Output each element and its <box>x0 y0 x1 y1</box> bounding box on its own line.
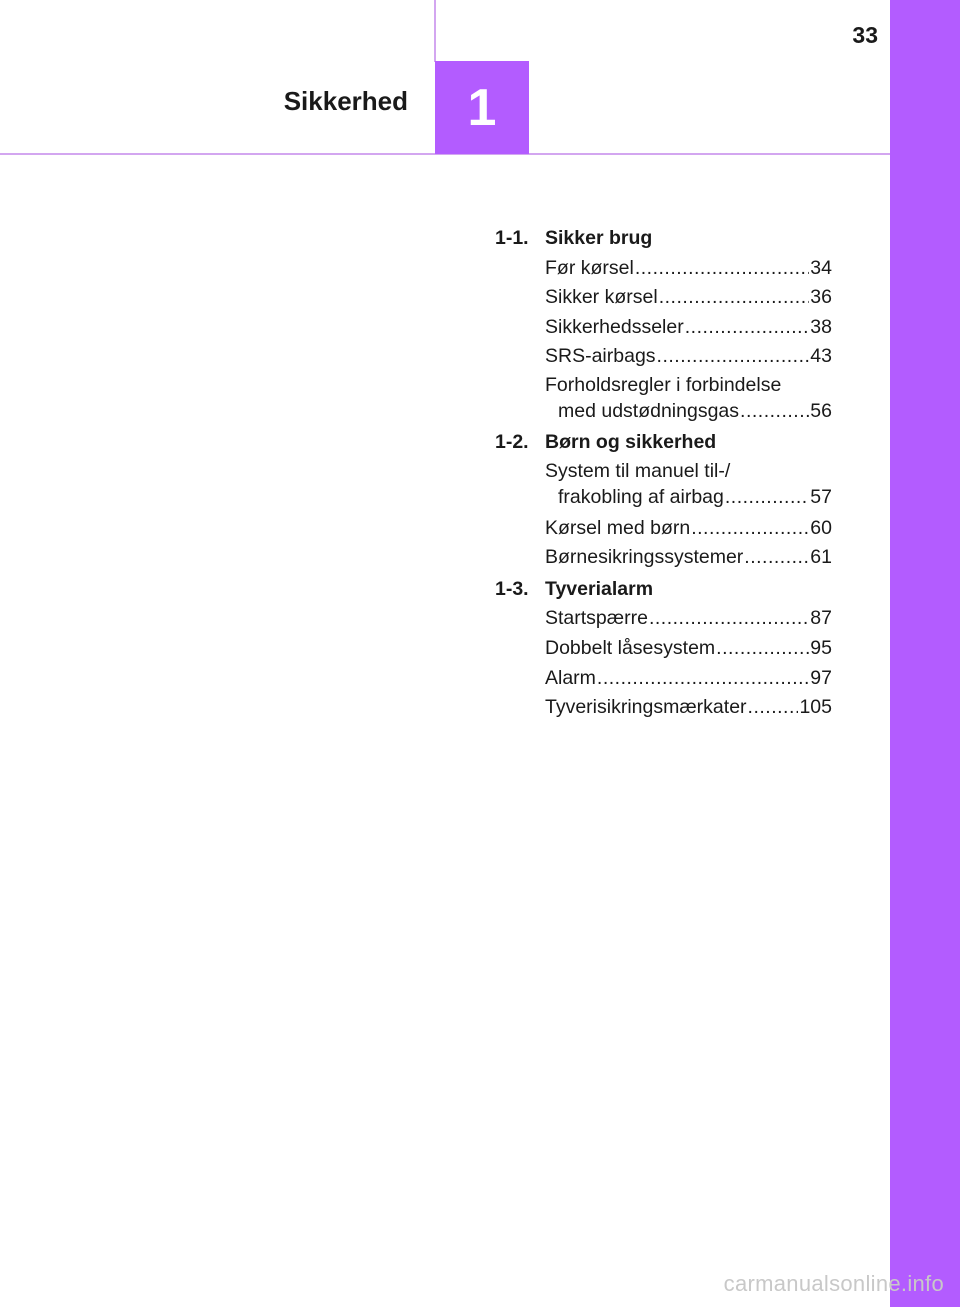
toc-entry-label: Før kørsel <box>545 256 634 279</box>
header-vertical-divider <box>434 0 436 62</box>
toc-section-heading <box>495 224 832 254</box>
toc-entry-label: Dobbelt låsesystem <box>545 636 716 659</box>
toc-entry-label-continued: frakobling af airbag <box>558 485 724 508</box>
toc-dot-leader <box>744 543 809 573</box>
toc-entry[interactable] <box>545 634 832 664</box>
toc-entry[interactable] <box>545 372 832 424</box>
site-watermark: carmanualsonline.info <box>723 1271 944 1296</box>
toc-entry[interactable] <box>545 543 832 573</box>
table-of-contents <box>495 224 832 725</box>
toc-entry[interactable] <box>545 342 832 372</box>
toc-entry-page: 38 <box>810 315 832 338</box>
toc-section-number: 1-1. <box>495 227 529 249</box>
toc-entry[interactable] <box>545 664 832 694</box>
toc-entry[interactable] <box>545 458 832 510</box>
chapter-number: 1 <box>467 78 497 137</box>
toc-entry-label: Tyverisikringsmærkater <box>545 696 747 719</box>
toc-entry-page: 61 <box>810 546 832 569</box>
toc-dot-leader <box>725 484 809 510</box>
toc-entry-page: 34 <box>810 256 832 279</box>
toc-dot-leader <box>659 283 810 313</box>
toc-section-heading <box>495 428 832 458</box>
toc-section-title: Tyverialarm <box>545 577 654 600</box>
toc-entry-label: Startspærre <box>545 607 648 630</box>
toc-dot-leader <box>691 514 809 544</box>
toc-entry[interactable] <box>545 283 832 313</box>
page-number: 33 <box>852 22 878 48</box>
chapter-title: Sikkerhed <box>283 86 408 116</box>
toc-section <box>495 224 832 424</box>
toc-entry-page: 57 <box>810 485 832 508</box>
toc-entry-page: 56 <box>810 399 832 422</box>
toc-entry-label: SRS-airbags <box>545 345 656 368</box>
toc-dot-leader <box>597 664 809 694</box>
toc-entry-label: Børnesikringssystemer <box>545 546 744 569</box>
toc-entry-page: 60 <box>810 516 832 539</box>
toc-entry-label: Alarm <box>545 666 596 689</box>
toc-entry-label: Forholdsregler i forbindelse <box>545 373 782 396</box>
toc-dot-leader <box>685 313 810 343</box>
toc-section <box>495 575 832 723</box>
toc-entry-label: System til manuel til-/ <box>545 459 731 482</box>
toc-entry-label-continued: med udstødningsgas <box>558 399 740 422</box>
chapter-side-tab <box>890 0 960 1307</box>
toc-entry-page: 105 <box>799 696 832 719</box>
toc-entry[interactable] <box>545 254 832 284</box>
toc-section-title: Sikker brug <box>545 227 653 249</box>
toc-dot-leader <box>649 604 809 634</box>
toc-entry[interactable] <box>545 514 832 544</box>
toc-entry-page: 97 <box>810 666 832 689</box>
toc-section-title: Børn og sikkerhed <box>545 430 717 453</box>
toc-entry-page: 95 <box>810 636 832 659</box>
toc-entry[interactable] <box>545 604 832 634</box>
toc-section <box>495 428 832 573</box>
toc-section-heading <box>495 575 832 605</box>
toc-entry[interactable] <box>545 313 832 343</box>
toc-section-number: 1-3. <box>495 577 529 600</box>
chapter-number-box <box>435 61 529 154</box>
toc-dot-leader <box>748 693 799 723</box>
toc-dot-leader <box>716 634 809 664</box>
toc-section-number: 1-2. <box>495 430 529 453</box>
toc-entry-page: 36 <box>810 286 832 309</box>
toc-entry-page: 43 <box>810 345 832 368</box>
toc-entry-label: Sikkerhedsseler <box>545 315 684 338</box>
toc-dot-leader <box>657 342 810 372</box>
toc-dot-leader <box>635 254 809 284</box>
toc-entry-label: Sikker kørsel <box>545 286 658 309</box>
toc-entry[interactable] <box>545 693 832 723</box>
toc-entry-label: Kørsel med børn <box>545 516 691 539</box>
toc-dot-leader <box>740 398 809 424</box>
toc-entry-page: 87 <box>810 607 832 630</box>
